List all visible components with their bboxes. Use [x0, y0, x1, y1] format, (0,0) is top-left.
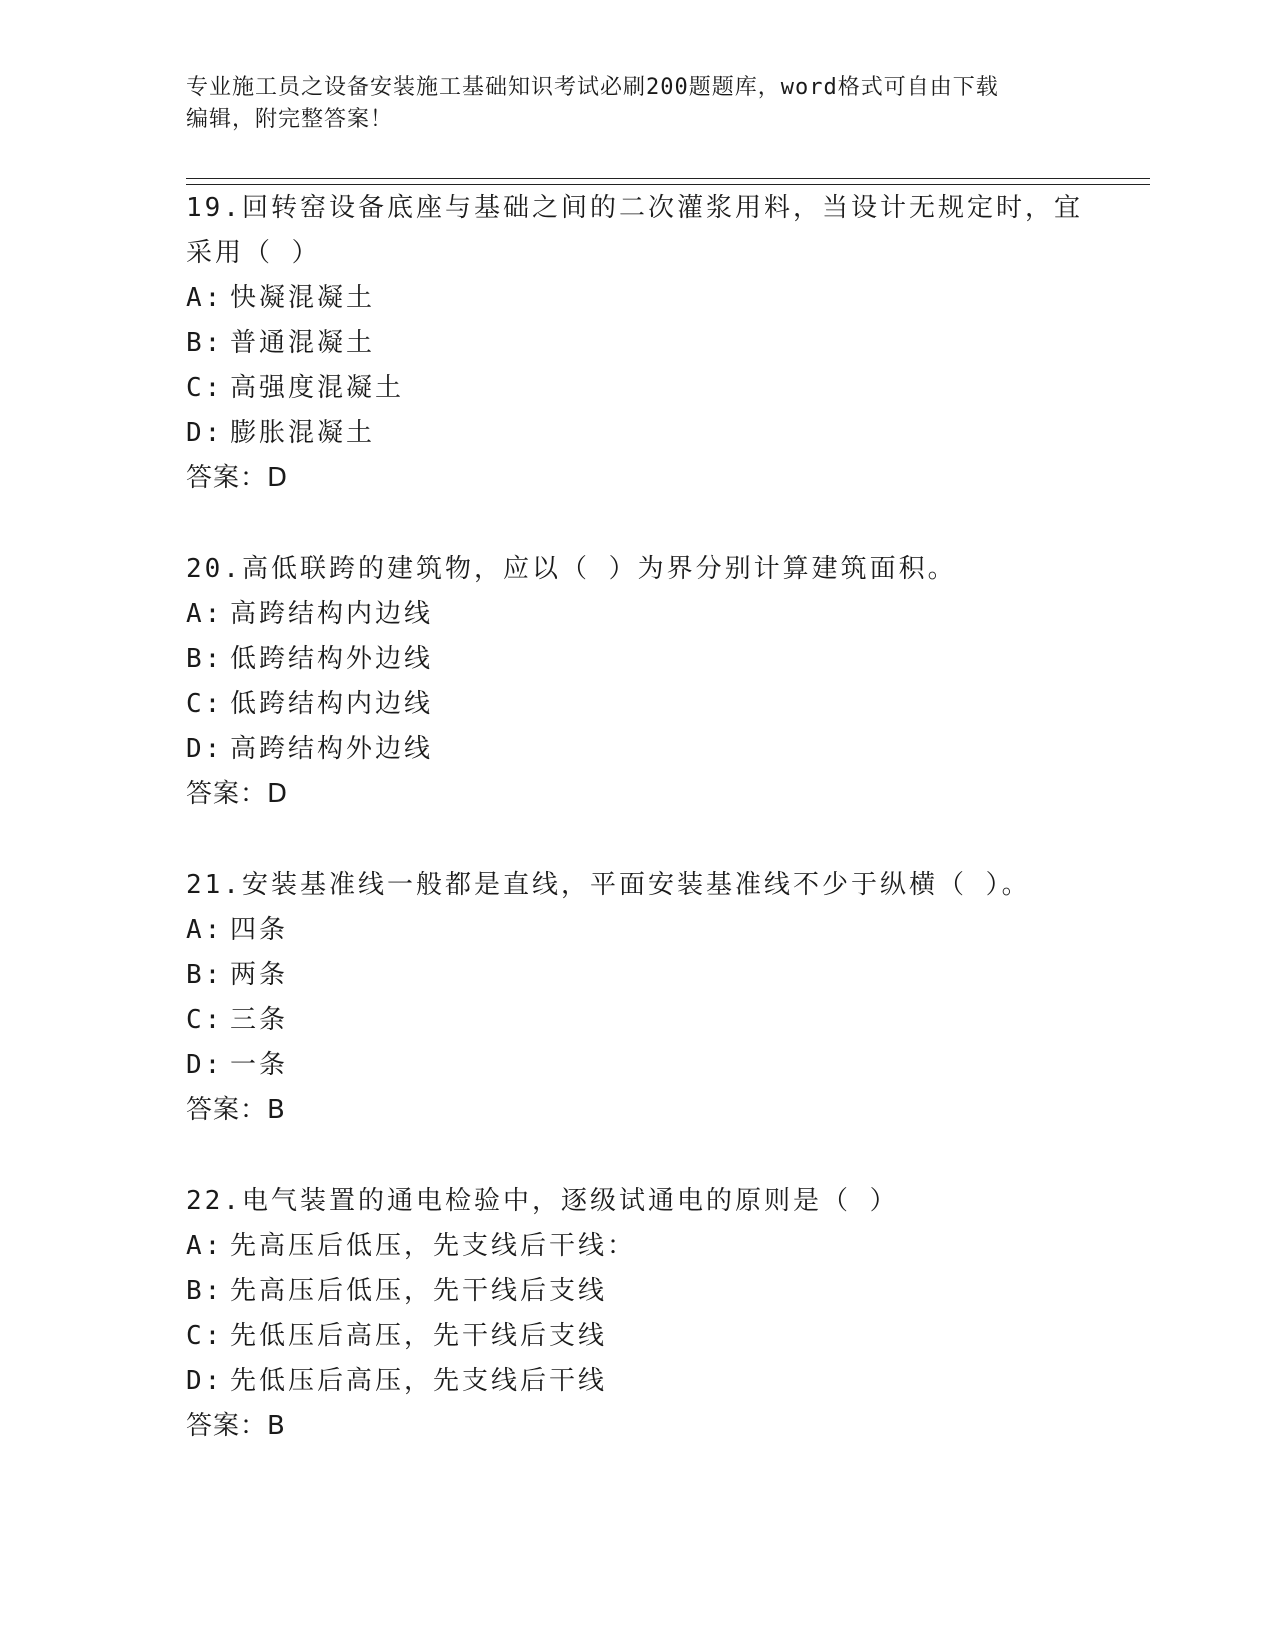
header-divider-top	[186, 178, 1150, 179]
option-label: B:	[186, 960, 224, 990]
option-label: D:	[186, 418, 224, 448]
option-text: 四条	[230, 915, 289, 945]
option-label: B:	[186, 328, 224, 358]
option-text: 普通混凝土	[230, 328, 376, 358]
option-text: 先低压后高压，先干线后支线	[230, 1321, 608, 1351]
question-text: 20.高低联跨的建筑物，应以（ ）为界分别计算建筑面积。	[186, 554, 957, 584]
option-a	[186, 276, 1086, 321]
option-text: 快凝混凝土	[230, 283, 376, 313]
option-label: A:	[186, 283, 224, 313]
header-line-2: 编辑，附完整答案！	[186, 107, 394, 132]
option-label: B:	[186, 1276, 224, 1306]
option-label: C:	[186, 1005, 224, 1035]
option-text: 先高压后低压，先支线后干线：	[230, 1231, 637, 1261]
option-label: D:	[186, 1050, 224, 1080]
option-d	[186, 727, 1086, 772]
option-label: A:	[186, 915, 224, 945]
answer: 答案：D	[186, 779, 289, 809]
option-label: C:	[186, 1321, 224, 1351]
option-c	[186, 366, 1086, 411]
option-text: 低跨结构外边线	[230, 644, 434, 674]
option-label: B:	[186, 644, 224, 674]
option-label: A:	[186, 599, 224, 629]
option-c	[186, 998, 1086, 1043]
option-label: D:	[186, 734, 224, 764]
question-text: 22.电气装置的通电检验中，逐级试通电的原则是（ ）	[186, 1186, 899, 1216]
question-text: 19.回转窑设备底座与基础之间的二次灌浆用料，当设计无规定时，宜采用（ ）	[186, 193, 1083, 268]
option-text: 两条	[230, 960, 289, 990]
question-22	[186, 1179, 1086, 1449]
header-divider-bottom	[186, 184, 1150, 185]
option-label: C:	[186, 689, 224, 719]
option-text: 高跨结构内边线	[230, 599, 434, 629]
option-text: 膨胀混凝土	[230, 418, 376, 448]
option-d	[186, 411, 1086, 456]
option-label: A:	[186, 1231, 224, 1261]
option-d	[186, 1043, 1086, 1088]
option-text: 先低压后高压，先支线后干线	[230, 1366, 608, 1396]
answer: 答案：D	[186, 463, 289, 493]
question-19	[186, 186, 1086, 501]
option-a	[186, 1224, 1086, 1269]
option-c	[186, 1314, 1086, 1359]
question-21	[186, 863, 1086, 1133]
question-text: 21.安装基准线一般都是直线，平面安装基准线不少于纵横（ ）。	[186, 870, 1031, 900]
option-d	[186, 1359, 1086, 1404]
option-text: 高强度混凝土	[230, 373, 405, 403]
document-header	[186, 72, 1066, 136]
option-a	[186, 592, 1086, 637]
option-b	[186, 953, 1086, 998]
option-text: 先高压后低压，先干线后支线	[230, 1276, 608, 1306]
question-20	[186, 547, 1086, 817]
option-label: D:	[186, 1366, 224, 1396]
option-b	[186, 1269, 1086, 1314]
answer: 答案：B	[186, 1411, 286, 1441]
option-text: 高跨结构外边线	[230, 734, 434, 764]
option-c	[186, 682, 1086, 727]
option-text: 一条	[230, 1050, 289, 1080]
option-text: 低跨结构内边线	[230, 689, 434, 719]
option-b	[186, 321, 1086, 366]
option-label: C:	[186, 373, 224, 403]
header-line-1: 专业施工员之设备安装施工基础知识考试必刷200题题库，word格式可自由下载	[186, 75, 999, 100]
answer: 答案：B	[186, 1095, 286, 1125]
option-b	[186, 637, 1086, 682]
option-text: 三条	[230, 1005, 289, 1035]
option-a	[186, 908, 1086, 953]
